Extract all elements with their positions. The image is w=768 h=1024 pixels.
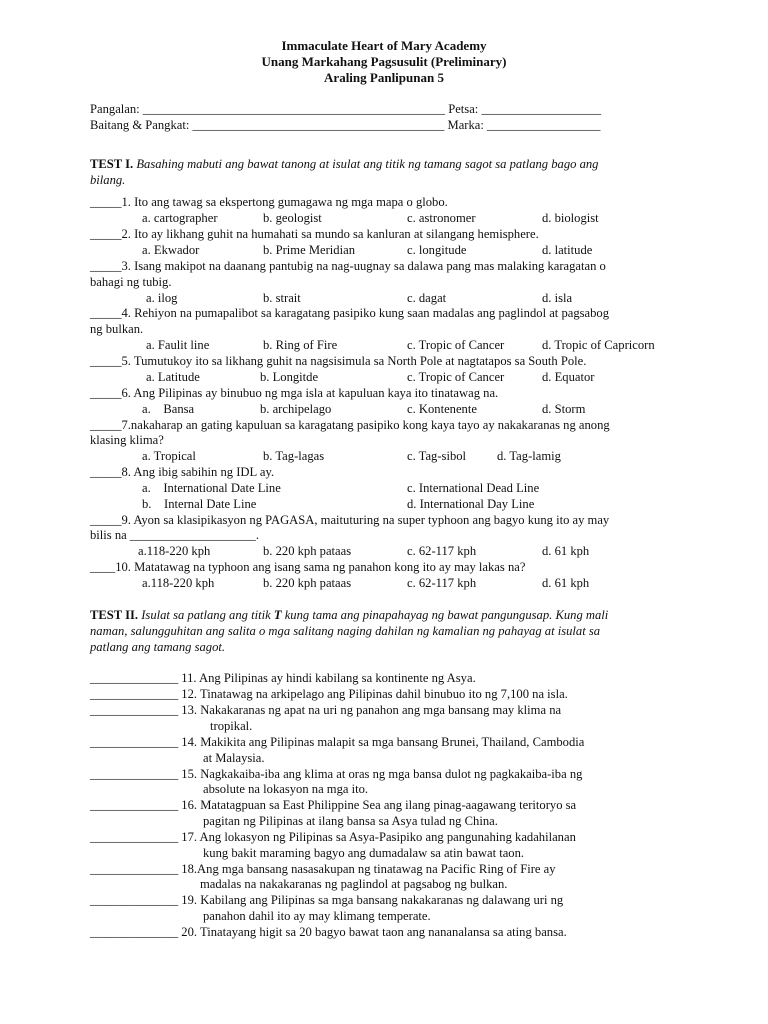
q5-choice-d: d. Equator [542,370,595,384]
q9-choice-b: b. 220 kph pataas [263,544,352,558]
q3-choice-b: b. strait [263,291,301,305]
question-20: ______________ 20. Tinatayang higit sa 20 bagyo bawat taon ang nananalansa sa ating bansa. [90,925,567,939]
question-19: ______________ 19. Kabilang ang Pilipinas sa mga bansang nakakaranas ng dalawang uri ng [90,893,564,907]
q8-choice-d: d. International Day Line [407,497,535,511]
question-6: _____6. Ang Pilipinas ay binubuo ng mga isla at kapuluan kaya ito tinatawag na. [90,386,499,400]
q2-choice-d: d. latitude [542,243,593,257]
q3-choice-d: d. isla [542,291,573,305]
q1-choice-d: d. biologist [542,211,599,225]
question-19-cont: panahon dahil ito ay may klimang temperate. [203,909,431,923]
test2-instruction-line1: TEST II. Isulat sa patlang ang titik T kung tama ang pinapahayag ng bawat pangungusap. Kung mali [90,608,609,622]
question-16-cont: pagitan ng Pilipinas at ilang bansa sa Asya tulad ng China. [203,814,498,828]
q2-choice-c: c. longitude [407,243,467,257]
exam-title: Unang Markahang Pagsusulit (Preliminary) [261,54,507,69]
q2-choice-b: b. Prime Meridian [263,243,355,257]
question-14: ______________ 14. Makikita ang Pilipinas malapit sa mga bansang Brunei, Thailand, Cambodia [90,735,585,749]
test1-instruction: Basahing mabuti ang bawat tanong at isulat ang titik ng tamang sagot sa patlang bago ang [136,157,599,171]
q10-choice-c: c. 62-117 kph [407,576,477,590]
question-14-cont: at Malaysia. [203,751,265,765]
q8-choice-a: a. International Date Line [142,481,281,495]
school-name: Immaculate Heart of Mary Academy [281,38,487,53]
test1-instruction-line2: bilang. [90,173,126,187]
question-8: _____8. Ang ibig sabihin ng IDL ay. [90,465,275,479]
q10-choice-d: d. 61 kph [542,576,590,590]
q6-choice-d: d. Storm [542,402,586,416]
q7-choice-c: c. Tag-sibol [407,449,467,463]
q6-choice-b: b. archipelago [260,402,332,416]
question-9-cont: bilis na ____________________. [90,528,259,542]
question-10: ____10. Matatawag na typhoon ang isang sama ng panahon kong ito ay may lakas na? [90,560,526,574]
question-4: _____4. Rehiyon na pumapalibot sa karagatang pasipiko kung saan madalas ang paglindol at pagsabog [90,306,610,320]
question-12: ______________ 12. Tinatawag na arkipelago ang Pilipinas dahil binubuo ito ng 7,100 na isla. [90,687,568,701]
q6-choice-c: c. Kontenente [407,402,477,416]
q4-choice-b: b. Ring of Fire [263,338,338,352]
question-7-cont: klasing klima? [90,433,164,447]
question-4-cont: ng bulkan. [90,322,144,336]
q9-choice-c: c. 62-117 kph [407,544,477,558]
question-15-cont: absolute na lokasyon na mga ito. [203,782,369,796]
test1-title: TEST I. [90,157,134,171]
question-2: _____2. Ito ay likhang guhit na humahati sa mundo sa kanluran at silangang hemisphere. [90,227,539,241]
question-16: ______________ 16. Matatagpuan sa East Philippine Sea ang ilang pinag-aagawang teritoryo sa [90,798,577,812]
q4-choice-d: d. Tropic of Capricorn [542,338,655,352]
subject-title: Araling Panlipunan 5 [324,70,444,85]
q1-choice-a: a. cartographer [142,211,218,225]
q4-choice-c: c. Tropic of Cancer [407,338,505,352]
q8-choice-c: c. International Dead Line [407,481,540,495]
q1-choice-c: c. astronomer [407,211,476,225]
question-3: _____3. Isang makipot na daanang pantubig na nag-uugnay sa dalawa pang mas malaking karagatan o [90,259,606,273]
q3-choice-a: a. ilog [146,291,178,305]
grade-score-line: Baitang & Pangkat: ________________________________________ Marka: __________________ [90,118,601,132]
q5-choice-b: b. Longitde [260,370,319,384]
test2-t-letter: T [273,608,282,622]
question-7: _____7.nakaharap an gating kapuluan sa karagatang pasipiko kong kaya tayo ay nakakaranas ng anong [90,418,610,432]
q5-choice-c: c. Tropic of Cancer [407,370,505,384]
q10-choice-a: a.118-220 kph [142,576,215,590]
question-9: _____9. Ayon sa klasipikasyon ng PAGASA, maituturing na super typhoon ang bagyo kung ito ay may [90,513,610,527]
test1-instruction-line1 [90,157,598,173]
q9-choice-d: d. 61 kph [542,544,590,558]
question-17: ______________ 17. Ang lokasyon ng Pilipinas sa Asya-Pasipiko ang pangunahing kadahilanan [90,830,576,844]
test2-instruction-line3: patlang ang tamang sagot. [90,640,226,654]
question-15: ______________ 15. Nagkakaiba-iba ang klima at oras ng mga bansa dulot ng pagkakaiba-iba ng [90,767,583,781]
q4-choice-a: a. Faulit line [146,338,210,352]
q2-choice-a: a. Ekwador [142,243,200,257]
question-5: _____5. Tumutukoy ito sa likhang guhit na nagsisimula sa North Pole at nagtatapos sa South Pole. [90,354,587,368]
q7-choice-b: b. Tag-lagas [263,449,325,463]
question-17-cont: kung bakit maraming bagyo ang dumadalaw sa atin bawat taon. [203,846,525,860]
question-13: ______________ 13. Nakakaranas ng apat na uri ng panahon ang mga bansang may klima na [90,703,562,717]
q9-choice-a: a.118-220 kph [138,544,211,558]
q7-choice-a: a. Tropical [142,449,196,463]
question-13-cont: tropikal. [210,719,253,733]
q5-choice-a: a. Latitude [146,370,200,384]
question-11: ______________ 11. Ang Pilipinas ay hindi kabilang sa kontinente ng Asya. [90,671,476,685]
q1-choice-b: b. geologist [263,211,322,225]
q8-choice-b: b. Internal Date Line [142,497,257,511]
question-18-cont: madalas na nakakaranas ng paglindol at pagsabog ng bulkan. [200,877,508,891]
question-3-cont: bahagi ng tubig. [90,275,172,289]
q10-choice-b: b. 220 kph pataas [263,576,352,590]
test2-instruction-line2: naman, salungguhitan ang salita o mga salitang naging dahilan ng kamalian ng pahayag at isulat sa [90,624,601,638]
test2-title: TEST II. [90,608,139,622]
question-1: _____1. Ito ang tawag sa ekspertong gumagawa ng mga mapa o globo. [90,195,448,209]
q3-choice-c: c. dagat [407,291,447,305]
q7-choice-d: d. Tag-lamig [497,449,561,463]
name-date-line: Pangalan: ________________________________________________ Petsa: ___________________ [90,102,602,116]
question-18: ______________ 18.Ang mga bansang nasasakupan ng tinatawag na Pacific Ring of Fire ay [90,862,556,876]
q6-choice-a: a. Bansa [142,402,195,416]
